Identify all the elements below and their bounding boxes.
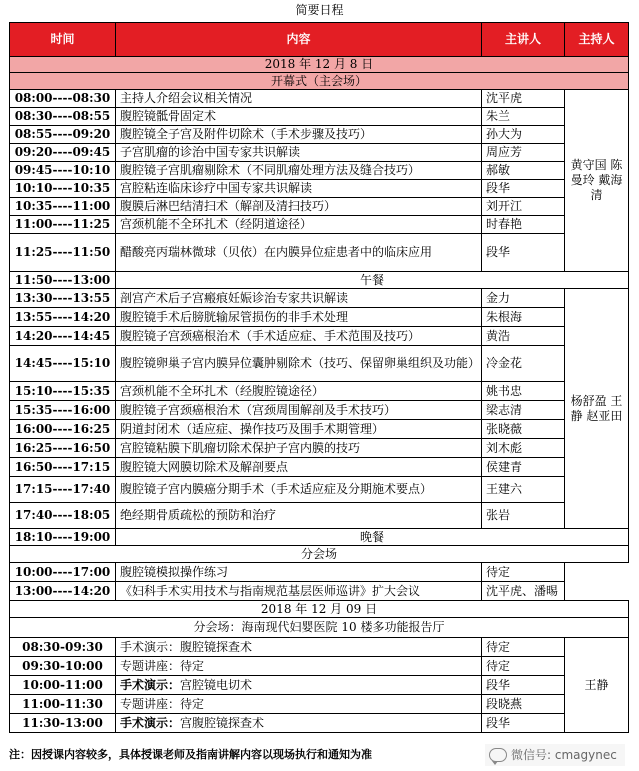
footnote: 注：因授课内容较多，具体授课老师及指南讲解内容以现场执行和通知为准 (9, 748, 372, 761)
table-row (10, 439, 629, 458)
header-speaker: 主讲人 (482, 23, 565, 57)
day2-venue: 分会场：海南现代妇婴医院 10 楼多功能报告厅 (10, 618, 629, 638)
session-content: 腹腔镜全子宫及附件切除术（手术步骤及技巧） (116, 126, 482, 144)
day2-host: 王静 (565, 638, 629, 733)
session-speaker: 郝敏 (482, 162, 565, 180)
session-content: 主持人介绍会议相关情况 (116, 90, 482, 108)
session-time: 08:30-09:30 (10, 638, 116, 657)
session-type: 专题讲座： (120, 696, 181, 711)
day2-date: 2018 年 12 月 09 日 (10, 601, 629, 618)
session-speaker: 段华 (482, 714, 565, 733)
table-row (10, 234, 629, 272)
session-speaker: 刘木彪 (482, 439, 565, 458)
opening-label: 开幕式（主会场） (10, 73, 629, 90)
afternoon-hosts: 杨舒盈 王静 赵亚田 (565, 289, 629, 529)
session-time: 10:10----10:35 (10, 180, 116, 198)
table-row (10, 198, 629, 216)
table-row (10, 327, 629, 346)
session-time: 09:30-10:00 (10, 657, 116, 676)
session-topic: 待定 (180, 696, 205, 711)
session-speaker: 张岩 (482, 503, 565, 529)
morning-hosts: 黄守国 陈曼玲 戴海清 (565, 90, 629, 272)
session-speaker: 待定 (482, 657, 565, 676)
session-time: 16:25----16:50 (10, 439, 116, 458)
table-row (10, 289, 629, 308)
session-speaker: 周应芳 (482, 144, 565, 162)
session-time: 08:30----08:55 (10, 108, 116, 126)
document-title: 简要日程 (295, 3, 344, 17)
session-time: 11:30-13:00 (10, 714, 116, 733)
dinner-row-time: 18:10----19:00 (10, 529, 116, 546)
table-row (10, 638, 629, 657)
table-header-row (10, 23, 629, 57)
session-speaker: 黄浩 (482, 327, 565, 346)
session-time: 14:20----14:45 (10, 327, 116, 346)
session-content: 阴道封闭术（适应症、操作技巧及围手术期管理） (116, 420, 482, 439)
session-speaker: 王建六 (482, 477, 565, 503)
table-row (10, 126, 629, 144)
session-speaker: 待定 (482, 563, 565, 582)
session-time: 09:45----10:10 (10, 162, 116, 180)
chat-bubble-icon (489, 748, 507, 762)
session-speaker: 侯建青 (482, 458, 565, 477)
session-time: 17:15----17:40 (10, 477, 116, 503)
session-content: 腹腔镜卵巢子宫内膜异位囊肿剔除术（技巧、保留卵巢组织及功能） (116, 346, 482, 382)
session-speaker: 刘开江 (482, 198, 565, 216)
session-speaker: 待定 (482, 638, 565, 657)
session-content (116, 676, 482, 695)
lunch-row-label: 午餐 (116, 272, 629, 289)
session-speaker: 时春艳 (482, 216, 565, 234)
session-content: 腹腔镜子宫颈癌根治术（宫颈周围解剖及手术技巧） (116, 401, 482, 420)
session-speaker: 沈平虎 (482, 90, 565, 108)
session-time: 14:45----15:10 (10, 346, 116, 382)
header-host: 主持人 (565, 23, 629, 57)
session-time: 15:10----15:35 (10, 382, 116, 401)
session-speaker: 段华 (482, 234, 565, 272)
session-speaker: 沈平虎、潘晹 (482, 582, 565, 601)
session-content: 宫腔镜粘膜下肌瘤切除术保护子宫内膜的技巧 (116, 439, 482, 458)
session-content: 《妇科手术实用技术与指南规范基层医师巡讲》扩大会议 (116, 582, 482, 601)
table-row (10, 216, 629, 234)
session-content: 腹腔镜子宫肌瘤剔除术（不同肌瘤处理方法及缝合技巧） (116, 162, 482, 180)
session-speaker: 段晓燕 (482, 695, 565, 714)
session-time: 13:00----14:20 (10, 582, 116, 601)
table-row (10, 458, 629, 477)
session-time: 11:00-11:30 (10, 695, 116, 714)
session-time: 17:40----18:05 (10, 503, 116, 529)
session-speaker: 姚书忠 (482, 382, 565, 401)
session-speaker: 张晓薇 (482, 420, 565, 439)
section-row (10, 618, 629, 638)
table-row (10, 108, 629, 126)
header-time: 时间 (10, 23, 116, 57)
table-row (10, 162, 629, 180)
table-row (10, 676, 629, 695)
table-row (10, 144, 629, 162)
session-speaker: 孙大为 (482, 126, 565, 144)
session-time: 13:55----14:20 (10, 308, 116, 327)
session-speaker: 金力 (482, 289, 565, 308)
session-content: 腹腔镜骶骨固定术 (116, 108, 482, 126)
session-type: 专题讲座： (120, 658, 181, 673)
table-row (10, 714, 629, 733)
session-content: 腹膜后淋巴结清扫术（解剖及清扫技巧） (116, 198, 482, 216)
section-row (10, 73, 629, 90)
session-content: 宫颈机能不全环扎术（经腹腔镜途径） (116, 382, 482, 401)
session-time: 10:00-11:00 (10, 676, 116, 695)
session-content (116, 695, 482, 714)
session-time: 11:25----11:50 (10, 234, 116, 272)
session-speaker: 梁志清 (482, 401, 565, 420)
session-content: 腹腔镜大网膜切除术及解剖要点 (116, 458, 482, 477)
session-time: 16:00----16:25 (10, 420, 116, 439)
table-row (10, 657, 629, 676)
session-content (116, 657, 482, 676)
session-topic: 宫腔镜电切术 (180, 677, 253, 692)
session-content: 子宫肌瘤的诊治中国专家共识解读 (116, 144, 482, 162)
session-time: 08:55----09:20 (10, 126, 116, 144)
section-row (10, 601, 629, 618)
session-content: 腹腔镜模拟操作练习 (116, 563, 482, 582)
session-time: 10:35----11:00 (10, 198, 116, 216)
session-topic: 宫腹腔镜探查术 (180, 715, 265, 730)
day1-date: 2018 年 12 月 8 日 (10, 57, 629, 73)
lunch-row (10, 272, 629, 289)
session-time: 08:00----08:30 (10, 90, 116, 108)
section-row (10, 546, 629, 563)
session-speaker: 朱根海 (482, 308, 565, 327)
session-content (116, 638, 482, 657)
branch-label: 分会场 (10, 546, 629, 563)
schedule-table (9, 22, 628, 738)
session-time: 16:50----17:15 (10, 458, 116, 477)
table-row (10, 582, 629, 601)
session-content: 宫腔粘连临床诊疗中国专家共识解读 (116, 180, 482, 198)
table-row (10, 308, 629, 327)
session-content: 醋酸亮丙瑞林微球（贝依）在内膜异位症患者中的临床应用 (116, 234, 482, 272)
header-content: 内容 (116, 23, 482, 57)
session-content (116, 714, 482, 733)
session-content: 宫颈机能不全环扎术（经阴道途径） (116, 216, 482, 234)
dinner-row (10, 529, 629, 546)
watermark-text: 微信号: cmagynec (511, 748, 617, 762)
table-row (10, 563, 629, 582)
table-row (10, 477, 629, 503)
date-row (10, 57, 629, 73)
lunch-row-time: 11:50----13:00 (10, 272, 116, 289)
session-content: 绝经期骨质疏松的预防和治疗 (116, 503, 482, 529)
table-row (10, 420, 629, 439)
dinner-row-label: 晚餐 (116, 529, 629, 546)
table-row (10, 382, 629, 401)
session-topic: 腹腔镜探查术 (180, 639, 253, 654)
session-content: 腹腔镜子宫内膜癌分期手术（手术适应症及分期施术要点） (116, 477, 482, 503)
table-row (10, 503, 629, 529)
session-time: 10:00----17:00 (10, 563, 116, 582)
session-type: 手术演示： (120, 639, 181, 654)
session-time: 11:00----11:25 (10, 216, 116, 234)
session-content: 腹腔镜手术后膀胱输尿管损伤的非手术处理 (116, 308, 482, 327)
table-row (10, 346, 629, 382)
session-type: 手术演示： (120, 715, 181, 730)
session-time: 09:20----09:45 (10, 144, 116, 162)
session-content: 腹腔镜子宫颈癌根治术（手术适应症、手术范围及技巧） (116, 327, 482, 346)
table-row (10, 180, 629, 198)
table-row (10, 695, 629, 714)
session-speaker: 冷金花 (482, 346, 565, 382)
table-row (10, 90, 629, 108)
session-content: 剖宫产术后子宫瘢痕妊娠诊治专家共识解读 (116, 289, 482, 308)
session-type: 手术演示： (120, 677, 181, 692)
table-row (10, 401, 629, 420)
session-time: 13:30----13:55 (10, 289, 116, 308)
session-speaker: 段华 (482, 180, 565, 198)
session-speaker: 段华 (482, 676, 565, 695)
session-topic: 待定 (180, 658, 205, 673)
wechat-watermark (485, 744, 625, 766)
session-time: 15:35----16:00 (10, 401, 116, 420)
session-speaker: 朱兰 (482, 108, 565, 126)
